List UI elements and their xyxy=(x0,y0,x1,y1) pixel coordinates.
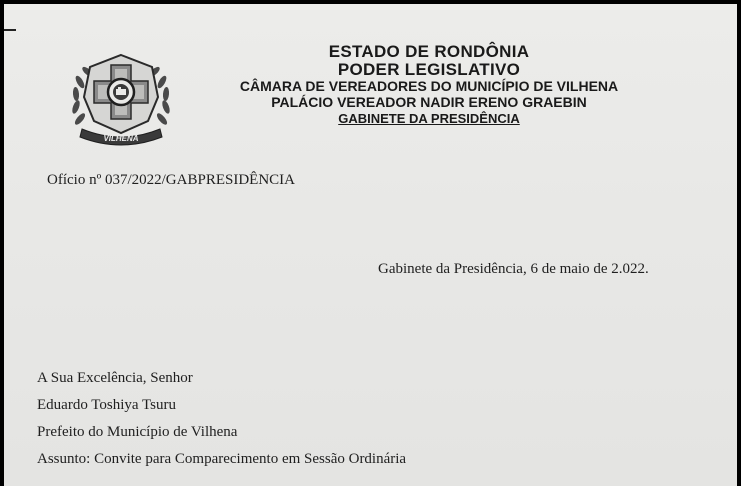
oficio-number: Ofício nº 037/2022/GABPRESIDÊNCIA xyxy=(47,172,295,188)
recipient-title: Prefeito do Município de Vilhena xyxy=(37,424,238,440)
letterhead xyxy=(189,42,669,127)
date-line: Gabinete da Presidência, 6 de maio de 2.022. xyxy=(378,261,649,277)
header-line-chamber: CÂMARA DE VEREADORES DO MUNICÍPIO DE VILHENA xyxy=(239,78,619,94)
header-line-state: ESTADO DE RONDÔNIA xyxy=(328,42,530,61)
vilhena-seal-icon xyxy=(68,49,174,149)
corner-mark xyxy=(4,29,16,31)
document-page xyxy=(4,4,737,486)
recipient-salutation: A Sua Excelência, Senhor xyxy=(37,370,193,386)
subject-line: Assunto: Convite para Comparecimento em Sessão Ordinária xyxy=(37,451,407,467)
seal-text: VILHENA xyxy=(103,134,139,143)
header-line-office: GABINETE DA PRESIDÊNCIA xyxy=(338,111,520,126)
header-line-palace: PALÁCIO VEREADOR NADIR ERENO GRAEBIN xyxy=(271,94,587,110)
recipient-name: Eduardo Toshiya Tsuru xyxy=(37,397,176,413)
header-line-power: PODER LEGISLATIVO xyxy=(337,60,521,79)
